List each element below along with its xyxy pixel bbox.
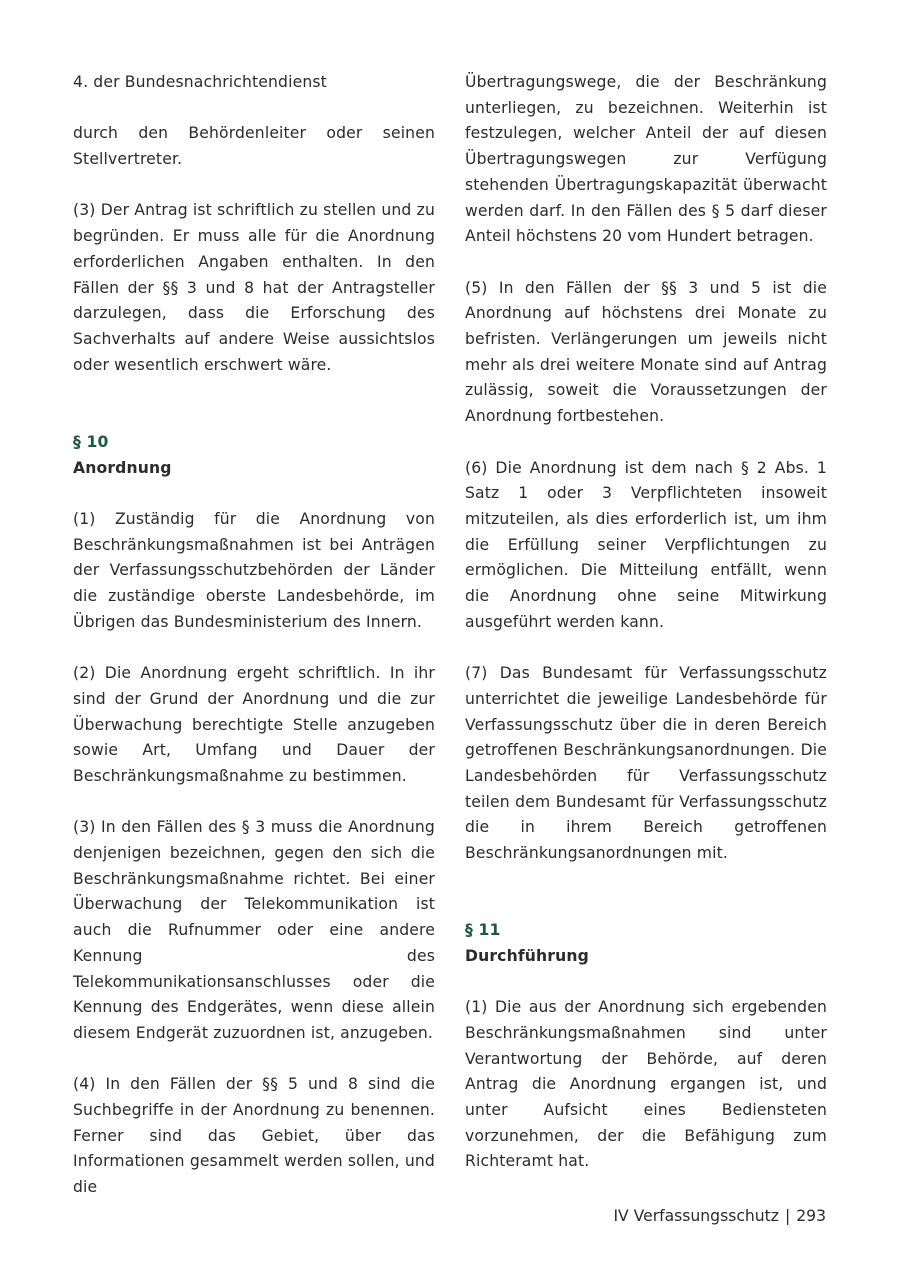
section-10-paragraph-6: (6) Die Anordnung ist dem nach § 2 Abs. 1 Satz 1 oder 3 Verpflichteten insoweit mitzuteilen, als dies erforderlich ist, um ihm die Erfüllung seiner Verpflichtungen zu ermöglichen. Die Mitteilung entfällt, wenn die Anordnung ohne seine Mitwirkung ausgeführt werden kann. — [465, 458, 827, 631]
section-11-title: Durchführung — [465, 946, 589, 965]
section-10-paragraph-2: (2) Die Anordnung ergeht schriftlich. In ihr sind der Grund der Anordnung und die zur Überwachung berechtigte Stelle anzugeben sowie Art, Umfang und Dauer der Beschränkungsmaßnahme zu bestimmen. — [73, 664, 435, 785]
section-10-paragraph-4: (4) In den Fällen der §§ 5 und 8 sind die Suchbegriffe in der Anordnung zu benennen. Ferner sind das Gebiet, über das Informationen gesammelt werden sollen, und die — [73, 1075, 435, 1197]
section-11-number: § 11 — [465, 921, 501, 940]
footer-separator: | — [784, 1207, 791, 1225]
section-10-paragraph-7: (7) Das Bundesamt für Verfassungsschutz unterrichtet die jeweilige Landesbehörde für Verfassungsschutz über die in deren Bereich getroffenen Beschränkungsanordnungen. Die Landesbehörden für Verfassungsschutz teilen dem Bundesamt für Verfassungsschutz die in ihrem Bereich getroffenen Beschränkungsanordnungen mit. — [465, 664, 827, 863]
section-10-paragraph-1: (1) Zuständig für die Anordnung von Beschränkungsmaßnahmen ist bei Anträgen der Verfassungsschutzbehörden der Länder die zuständige oberste Landesbehörde, im Übrigen das Bundesministerium des Innern. — [73, 509, 435, 631]
list-continuation: durch den Behördenleiter oder seinen Stellvertreter. — [73, 124, 435, 169]
page-footer — [613, 1206, 826, 1226]
section-10-number: § 10 — [73, 432, 109, 451]
footer-chapter: IV Verfassungsschutz — [613, 1207, 779, 1225]
paragraph-3: (3) Der Antrag ist schriftlich zu stellen und zu begründen. Er muss alle für die Anordnung erforderlichen Angaben enthalten. In den Fällen der §§ 3 und 8 hat der Antragsteller darzulegen, dass die Erforschung des Sachverhalts auf andere Weise aussichtslos oder wesentlich erschwert wäre. — [73, 201, 435, 374]
section-10-paragraph-3: (3) In den Fällen des § 3 muss die Anordnung denjenigen bezeichnen, gegen den sich die Beschränkungsmaßnahme richtet. Bei einer Überwachung der Telekommunikation ist auch die Rufnummer oder eine andere Kennung des Telekommunikationsanschlusses oder die Kennung des Endgerätes, wenn diese allein diesem Endgerät zuzuordnen ist, anzugeben. — [73, 818, 435, 1042]
page-number: 293 — [796, 1207, 826, 1225]
right-column — [465, 70, 827, 1175]
section-11-paragraph-1: (1) Die aus der Anordnung sich ergebenden Beschränkungsmaßnahmen sind unter Verantwortung der Behörde, auf deren Antrag die Anordnung ergangen ist, und unter Aufsicht eines Bediensteten vorzunehmen, der die Befähigung zum Richteramt hat. — [465, 998, 827, 1171]
section-10-paragraph-5: (5) In den Fällen der §§ 3 und 5 ist die Anordnung auf höchstens drei Monate zu befristen. Verlängerungen um jeweils nicht mehr als drei weitere Monate sind auf Antrag zulässig, soweit die Voraussetzungen der Anordnung fortbestehen. — [465, 278, 827, 426]
paragraph-4-continuation: Übertragungswege, die der Beschränkung unterliegen, zu bezeichnen. Weiterhin ist festzulegen, welcher Anteil der auf diesen Übertragungswegen zur Verfügung stehenden Übertragungskapazität überwacht werden darf. In den Fällen des § 5 darf dieser Anteil höchstens 20 vom Hundert betragen. — [465, 73, 827, 246]
list-item-4: 4. der Bundesnachrichtendienst — [73, 73, 327, 91]
left-column — [73, 70, 435, 1201]
section-10-title: Anordnung — [73, 458, 172, 477]
